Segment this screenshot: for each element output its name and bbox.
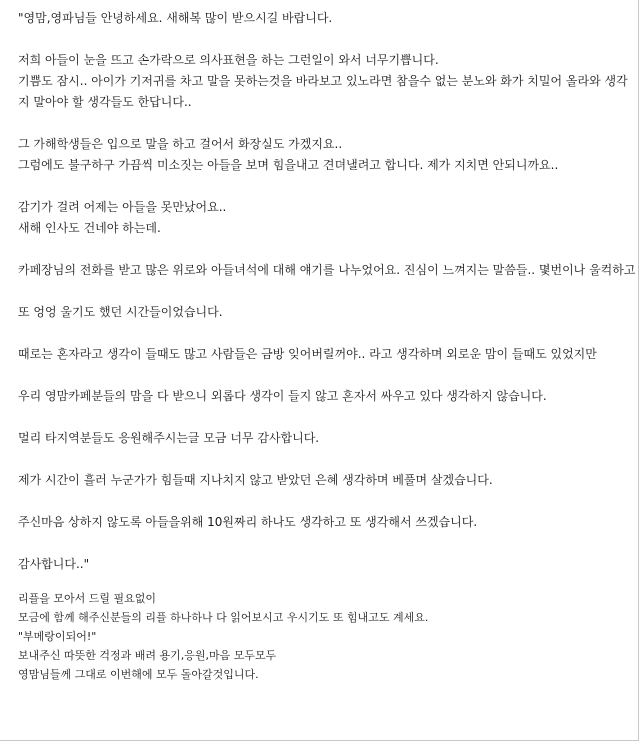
letter-paragraph-3-line-2: 새해 인사도 건네야 하는데. xyxy=(18,221,161,235)
letter-paragraph-10: 주신마음 상하지 않도록 아들을위해 10원짜리 하나도 생각하고 또 생각해서 쓰겠습니다. xyxy=(18,515,478,529)
paragraph-gap xyxy=(18,239,639,260)
paragraph-gap xyxy=(18,281,639,302)
letter-paragraph-1-line-1: 저희 아들이 눈을 뜨고 손가락으로 의사표현을 하는 그런일이 와서 너무기쁩니다. xyxy=(18,53,439,67)
letter-paragraph-2-line-2: 그럼에도 불구하구 가끔씩 미소짓는 아들을 보며 힘을내고 견뎌낼려고 합니다. 제가 지치면 안되니까요.. xyxy=(18,158,559,172)
paragraph-gap xyxy=(18,365,639,386)
letter-paragraph-4: 카페장님의 전화를 받고 많은 위로와 아들녀석에 대해 얘기를 나누었어요. 진심이 느껴지는 말씀들.. 몇번이나 울컥하고 xyxy=(18,263,636,277)
letter-paragraph-3-line-1: 감기가 걸려 어제는 아들을 못만났어요.. xyxy=(18,200,227,214)
letter-paragraph-6: 때로는 혼자라고 생각이 들때도 많고 사람들은 금방 잊어버릴꺼야.. 라고 생각하며 외로운 맘이 들때도 있었지만 xyxy=(18,347,597,361)
paragraph-gap xyxy=(18,323,639,344)
letter-paragraph-8: 멀리 타지역분들도 응원해주시는글 모금 너무 감사합니다. xyxy=(18,431,320,445)
note-line-1: 리플을 모아서 드릴 필요없이 xyxy=(18,592,157,605)
paragraph-gap xyxy=(18,533,639,554)
letter-greeting: "영맘,영파님들 안녕하세요. 새해복 많이 받으시길 바랍니다. xyxy=(18,11,333,25)
paragraph-gap xyxy=(18,407,639,428)
paragraph-gap xyxy=(18,176,639,197)
letter-paragraph-7: 우리 영맘카페분들의 맘을 다 받으니 외롭다 생각이 들지 않고 혼자서 싸우고 있다 생각하지 않습니다. xyxy=(18,389,547,403)
paragraph-gap xyxy=(18,29,639,50)
letter-paragraph-1-line-3: 지 말아야 할 생각들도 한답니다.. xyxy=(18,95,192,109)
post-content xyxy=(18,8,639,684)
paragraph-gap xyxy=(18,491,639,512)
note-line-2: 모금에 함께 해주신분들의 리플 하나하나 다 읽어보시고 우시기도 또 힘내고도 계세요. xyxy=(18,611,429,624)
letter-paragraph-5: 또 엉엉 울기도 했던 시간들이었습니다. xyxy=(18,305,223,319)
note-line-4: 보내주신 따뜻한 걱정과 배려 용기,응원,마음 모두모두 xyxy=(18,649,277,662)
note-line-5: 영맘님들께 그대로 이번해에 모두 돌아갈것입니다. xyxy=(18,668,259,681)
letter-paragraph-2-line-1: 그 가해학생들은 입으로 말을 하고 걸어서 화장실도 가겠지요.. xyxy=(18,137,343,151)
letter-closing: 감사합니다.." xyxy=(18,557,90,571)
letter-paragraph-1-line-2: 기쁨도 잠시.. 아이가 기저귀를 차고 말을 못하는것을 바라보고 있노라면 참을수 없는 분노와 화가 치밀어 올라와 생각 xyxy=(18,74,628,88)
note-line-3: "부메랑이되어!" xyxy=(18,630,97,643)
paragraph-gap xyxy=(18,113,639,134)
paragraph-gap xyxy=(18,449,639,470)
paragraph-gap xyxy=(18,575,639,589)
letter-paragraph-9: 제가 시간이 흘러 누군가가 힘들때 지나치지 않고 받았던 은혜 생각하며 베풀며 살겠습니다. xyxy=(18,473,493,487)
